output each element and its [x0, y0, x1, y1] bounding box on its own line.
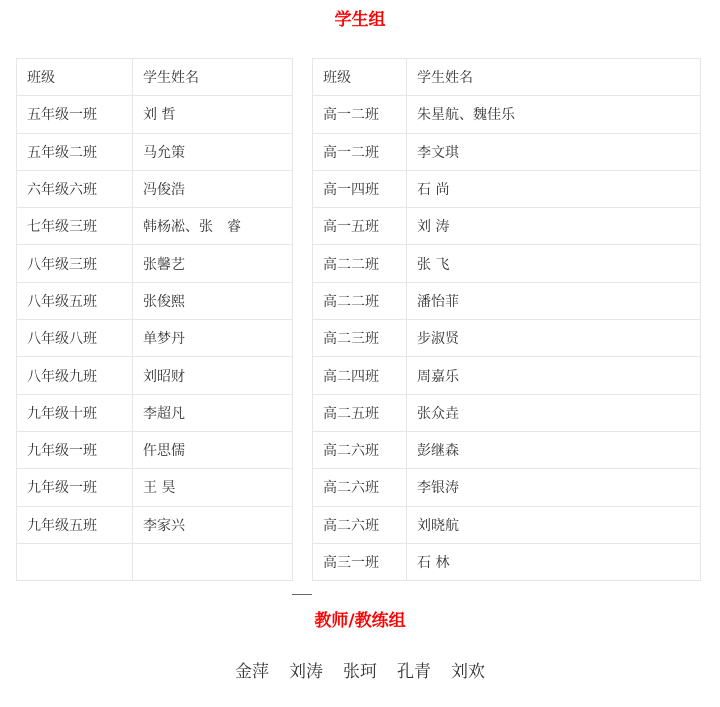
table-row [313, 170, 701, 207]
class-cell [17, 543, 133, 580]
class-cell: 九年级一班 [17, 431, 133, 468]
student-name-cell: 马允策 [133, 133, 293, 170]
table-row [313, 543, 701, 580]
student-name-cell: 潘怡菲 [407, 282, 701, 319]
student-name-cell: 刘晓航 [407, 506, 701, 543]
table-row [17, 170, 293, 207]
header-student-name: 学生姓名 [407, 59, 701, 96]
student-name-cell: 石 林 [407, 543, 701, 580]
class-cell: 八年级八班 [17, 320, 133, 357]
teacher-name: 张珂 [343, 662, 377, 682]
class-cell: 高二五班 [313, 394, 407, 431]
roster-table-right [312, 58, 701, 581]
table-row [313, 506, 701, 543]
roster-table-left [16, 58, 293, 581]
roster-table-right-body [313, 59, 701, 581]
class-cell: 高一二班 [313, 96, 407, 133]
header-class: 班级 [17, 59, 133, 96]
class-cell: 八年级九班 [17, 357, 133, 394]
table-row [313, 96, 701, 133]
class-cell: 高一五班 [313, 208, 407, 245]
table-row [17, 469, 293, 506]
class-cell: 高二六班 [313, 431, 407, 468]
table-row [17, 506, 293, 543]
student-name-cell: 王 昊 [133, 469, 293, 506]
table-row [313, 469, 701, 506]
student-name-cell: 冯俊浩 [133, 170, 293, 207]
teachers-section-title: 教师/教练组 [314, 611, 406, 631]
student-name-cell: 李超凡 [133, 394, 293, 431]
student-name-cell: 刘 哲 [133, 96, 293, 133]
table-row [313, 431, 701, 468]
table-header-row [17, 59, 293, 96]
table-row [313, 282, 701, 319]
student-name-cell: 张俊熙 [133, 282, 293, 319]
table-row [313, 208, 701, 245]
class-cell: 高二六班 [313, 506, 407, 543]
student-name-cell: 周嘉乐 [407, 357, 701, 394]
table-row [17, 208, 293, 245]
student-name-cell: 石 尚 [407, 170, 701, 207]
student-name-cell: 李家兴 [133, 506, 293, 543]
table-row [17, 282, 293, 319]
class-cell: 高一二班 [313, 133, 407, 170]
table-row [313, 357, 701, 394]
table-row [313, 394, 701, 431]
class-cell: 九年级一班 [17, 469, 133, 506]
student-name-cell: 朱星航、魏佳乐 [407, 96, 701, 133]
teacher-name-list [0, 660, 720, 684]
class-cell: 高二二班 [313, 245, 407, 282]
class-cell: 九年级五班 [17, 506, 133, 543]
class-cell: 五年级一班 [17, 96, 133, 133]
class-cell: 五年级二班 [17, 133, 133, 170]
table-row [17, 543, 293, 580]
student-name-cell [133, 543, 293, 580]
student-name-cell: 仵思儒 [133, 431, 293, 468]
class-cell: 七年级三班 [17, 208, 133, 245]
teacher-name: 刘涛 [289, 662, 323, 682]
student-name-cell: 张众垚 [407, 394, 701, 431]
table-row [313, 245, 701, 282]
student-name-cell: 李文琪 [407, 133, 701, 170]
class-cell: 高二二班 [313, 282, 407, 319]
students-section-title: 学生组 [334, 10, 386, 30]
table-row [17, 431, 293, 468]
student-name-cell: 彭继森 [407, 431, 701, 468]
class-cell: 高三一班 [313, 543, 407, 580]
class-cell: 高二六班 [313, 469, 407, 506]
header-class: 班级 [313, 59, 407, 96]
student-name-cell: 张 飞 [407, 245, 701, 282]
class-cell: 九年级十班 [17, 394, 133, 431]
class-cell: 八年级五班 [17, 282, 133, 319]
table-row [17, 133, 293, 170]
teacher-name: 刘欢 [451, 662, 485, 682]
class-cell: 高二四班 [313, 357, 407, 394]
header-student-name: 学生姓名 [133, 59, 293, 96]
table-row [17, 245, 293, 282]
student-name-cell: 步淑贤 [407, 320, 701, 357]
table-row [17, 320, 293, 357]
student-name-cell: 韩杨凇、张 睿 [133, 208, 293, 245]
teacher-name: 金萍 [235, 662, 269, 682]
class-cell: 六年级六班 [17, 170, 133, 207]
table-row [17, 357, 293, 394]
class-cell: 高二三班 [313, 320, 407, 357]
table-row [17, 394, 293, 431]
table-row [313, 320, 701, 357]
student-name-cell: 刘昭财 [133, 357, 293, 394]
class-cell: 八年级三班 [17, 245, 133, 282]
roster-table-left-body [17, 59, 293, 581]
table-header-row [313, 59, 701, 96]
table-row [17, 96, 293, 133]
class-cell: 高一四班 [313, 170, 407, 207]
student-name-cell: 张馨艺 [133, 245, 293, 282]
student-name-cell: 刘 涛 [407, 208, 701, 245]
teacher-name: 孔青 [397, 662, 431, 682]
student-name-cell: 单梦丹 [133, 320, 293, 357]
table-gap-divider [292, 594, 312, 595]
table-row [313, 133, 701, 170]
student-name-cell: 李银涛 [407, 469, 701, 506]
